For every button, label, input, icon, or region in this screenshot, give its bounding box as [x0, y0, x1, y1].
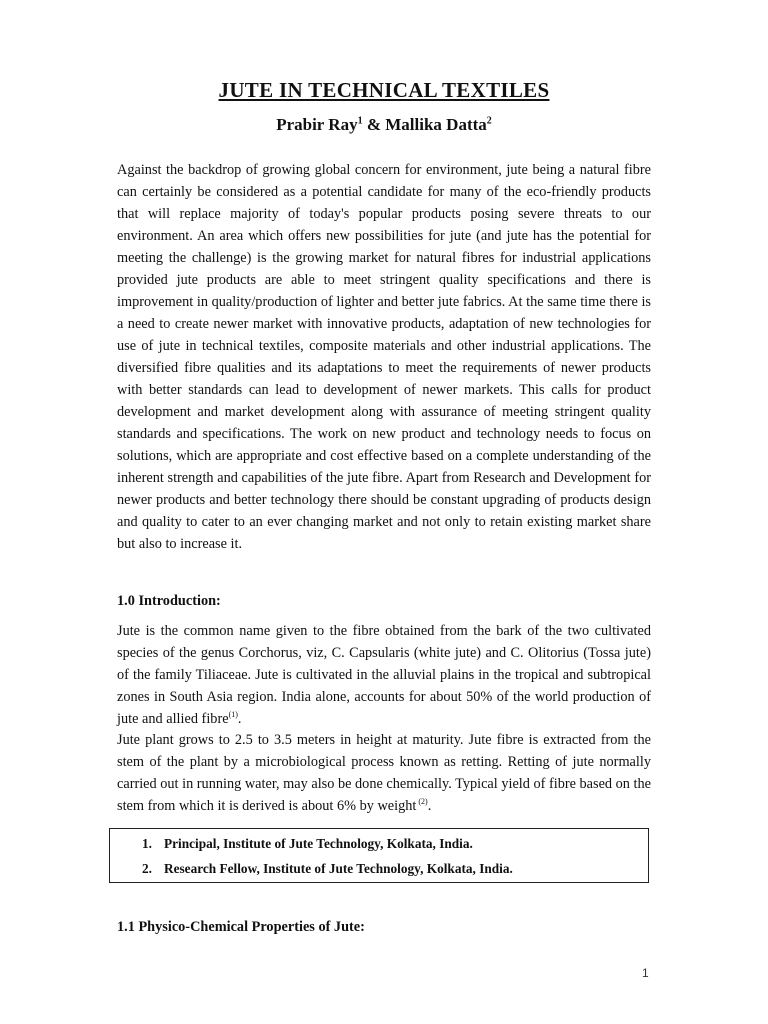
- affiliation-text: Research Fellow, Institute of Jute Technology, Kolkata, India.: [164, 861, 513, 876]
- affiliation-item: [142, 836, 473, 852]
- introduction-paragraph-1-end: .: [237, 711, 242, 727]
- affiliation-number: 2.: [142, 861, 152, 876]
- affiliation-item: [142, 861, 513, 877]
- introduction-paragraph-1: [117, 620, 651, 730]
- author-2-name: Mallika Datta: [385, 115, 487, 134]
- introduction-paragraph-2-text: Jute plant grows to 2.5 to 3.5 meters in height at maturity. Jute fibre is extracted from the stem of the plant by a microbiological process known as retting. Retting of jute normally carried out in running water, may also be done chemically. Typical yield of fibre based on the stem from which it is derived is about 6% by weight: [117, 732, 651, 814]
- author-1-affiliation-mark: 1: [357, 115, 363, 127]
- section-heading-physico-chemical: 1.1 Physico-Chemical Properties of Jute:: [117, 919, 365, 935]
- affiliation-number: 1.: [142, 836, 152, 851]
- abstract-paragraph: Against the backdrop of growing global concern for environment, jute being a natural fibre can certainly be considered as a potential candidate for many of the eco-friendly products that will replace majority of today's popular products posing severe threats to our environment. An area which offers new possibilities for jute (and jute has the potential for meeting the challenge) is the growing market for natural fibres for industrial applications provided jute products are able to meet stringent quality specifications and there is improvement in quality/production of lighter and better jute fabrics. At the same time there is a need to create newer market with innovative products, adaptation of new technologies for use of jute in technical textiles, composite materials and other industrial applications. The diversified fibre qualities and its adaptations to meet the requirements of newer products with better standards can lead to development of newer markets. This calls for product development and market development along with assurance of meeting stringent quality standards and specifications. The work on new product and technology needs to focus on solutions, which are appropriate and cost effective based on a complete understanding of the inherent strength and capabilities of the jute fibre. Apart from Research and Development for newer products and better technology there should be constant upgrading of products design and quality to cater to an ever changing market and not only to retain existing market share but also to increase it.: [117, 162, 651, 552]
- citation-ref-1: (1): [228, 710, 238, 720]
- introduction-paragraph-2-end: .: [427, 798, 432, 814]
- introduction-paragraph-1-text: Jute is the common name given to the fibre obtained from the bark of the two cultivated species of the genus Corchorus, viz, C. Capsularis (white jute) and C. Olitorius (Tossa jute) of the family Tiliaceae. Jute is cultivated in the alluvial plains in the tropical and subtropical zones in South Asia region. India alone, accounts for about 50% of the world production of jute and allied fibre: [117, 623, 651, 727]
- author-line: [0, 115, 768, 135]
- affiliation-text: Principal, Institute of Jute Technology, Kolkata, India.: [164, 836, 473, 851]
- paper-title: JUTE IN TECHNICAL TEXTILES: [218, 78, 550, 102]
- citation-ref-2: (2): [416, 797, 428, 807]
- introduction-paragraph-2: [117, 729, 651, 817]
- author-2-affiliation-mark: 2: [486, 115, 492, 127]
- section-heading-introduction: 1.0 Introduction:: [117, 593, 221, 609]
- author-1-name: Prabir Ray: [276, 115, 358, 134]
- affiliations-box: [109, 828, 649, 883]
- page-number: 1: [642, 966, 649, 980]
- author-separator: &: [362, 115, 386, 134]
